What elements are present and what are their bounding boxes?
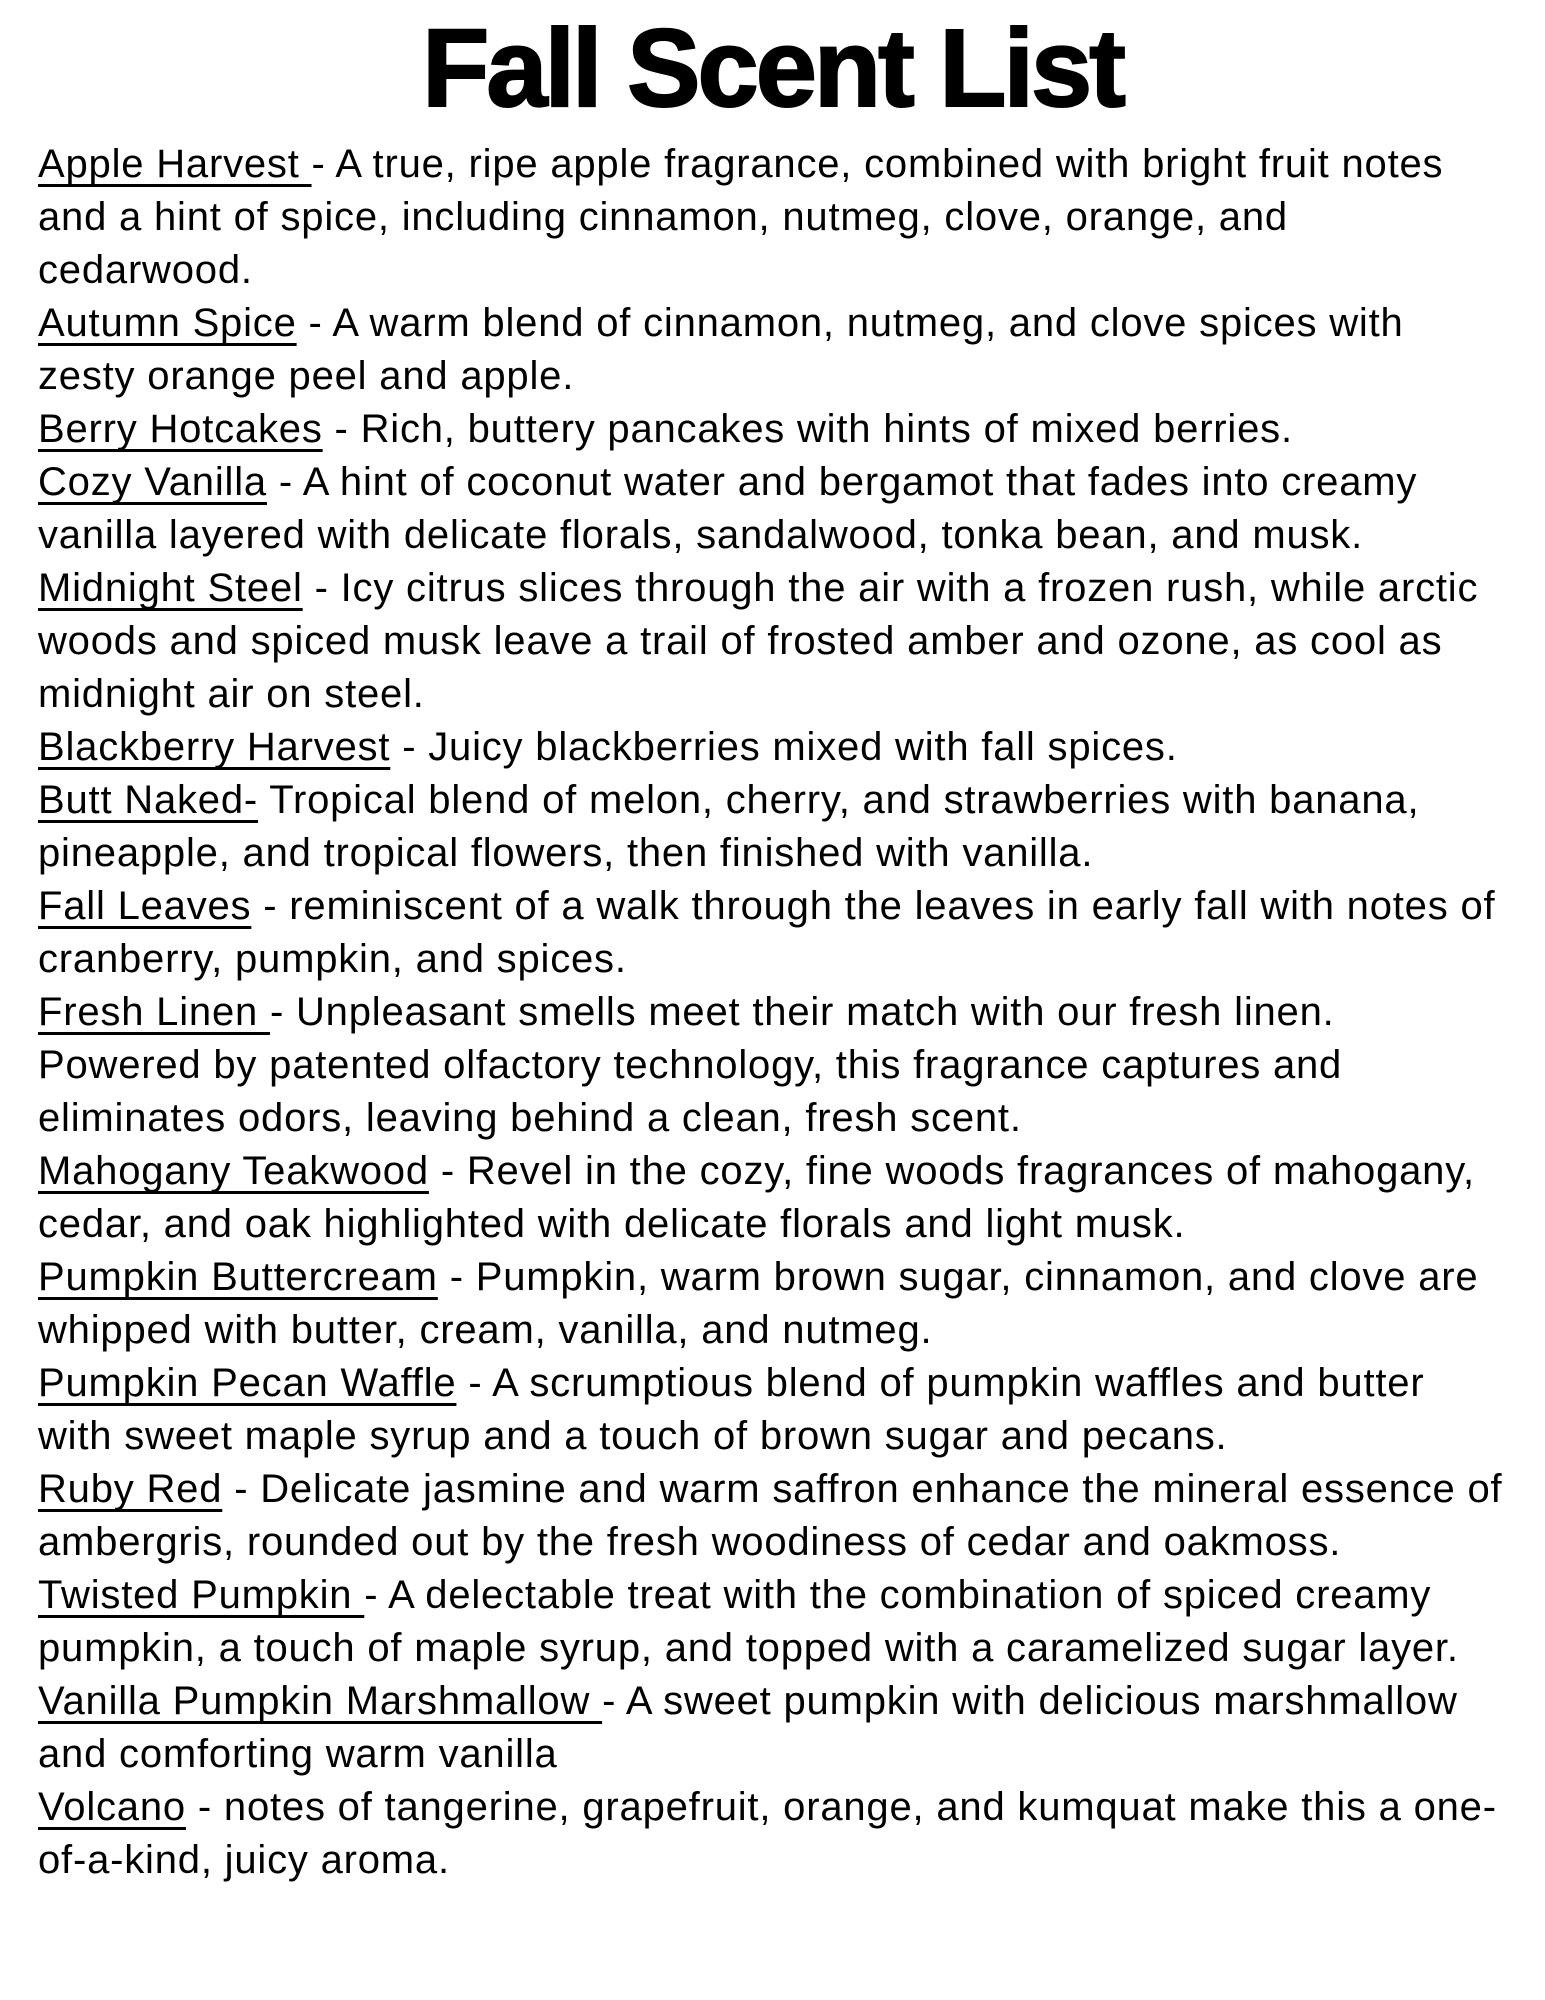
scent-name: Twisted Pumpkin [38, 1573, 365, 1617]
scent-name: Midnight Steel [38, 566, 303, 610]
scent-list [0, 138, 1545, 1887]
scent-entry [38, 1463, 1507, 1569]
scent-name: Fresh Linen [38, 990, 270, 1034]
scent-name: Ruby Red [38, 1467, 223, 1511]
scent-name: Pumpkin Buttercream [38, 1255, 438, 1299]
scent-name: Mahogany Teakwood [38, 1149, 429, 1193]
scent-entry [38, 774, 1507, 880]
scent-entry [38, 1145, 1507, 1251]
scent-description: - Pumpkin, warm brown sugar, cinnamon, and clove are whipped with butter, cream, vanilla, and nutmeg. [38, 1255, 1479, 1352]
scent-name: Pumpkin Pecan Waffle [38, 1361, 457, 1405]
scent-description: - A warm blend of cinnamon, nutmeg, and clove spices with zesty orange peel and apple. [38, 301, 1404, 398]
scent-description: - reminiscent of a walk through the leaves in early fall with notes of cranberry, pumpkin, and spices. [38, 884, 1496, 981]
scent-name: Cozy Vanilla [38, 460, 267, 504]
scent-entry [38, 1569, 1507, 1675]
scent-description: - A delectable treat with the combination of spiced creamy pumpkin, a touch of maple syrup, and topped with a caramelized sugar layer. [38, 1573, 1459, 1670]
scent-name: Fall Leaves [38, 884, 252, 928]
scent-entry [38, 1675, 1507, 1781]
scent-description: - A true, ripe apple fragrance, combined with bright fruit notes and a hint of spice, including cinnamon, nutmeg, clove, orange, and cedarwood. [38, 142, 1444, 292]
document-page [0, 7, 1545, 2000]
scent-entry [38, 456, 1507, 562]
page-title: Fall Scent List [422, 7, 1123, 130]
scent-name: Berry Hotcakes [38, 407, 323, 451]
scent-description: - notes of tangerine, grapefruit, orange, and kumquat make this a one-of-a-kind, juicy aroma. [38, 1785, 1497, 1882]
scent-name: Volcano [38, 1785, 186, 1829]
scent-entry [38, 721, 1507, 774]
scent-description: - Icy citrus slices through the air with a frozen rush, while arctic woods and spiced musk leave a trail of frosted amber and ozone, as cool as midnight air on steel. [38, 566, 1479, 716]
scent-description: - A hint of coconut water and bergamot that fades into creamy vanilla layered with delicate florals, sandalwood, tonka bean, and musk. [38, 460, 1418, 557]
scent-name: Vanilla Pumpkin Marshmallow [38, 1679, 603, 1723]
scent-entry [38, 138, 1507, 297]
scent-description: Tropical blend of melon, cherry, and strawberries with banana, pineapple, and tropical flowers, then finished with vanilla. [38, 778, 1420, 875]
scent-name: Apple Harvest [38, 142, 312, 186]
scent-entry [38, 1357, 1507, 1463]
scent-description: - Delicate jasmine and warm saffron enhance the mineral essence of ambergris, rounded out by the fresh woodiness of cedar and oakmoss. [38, 1467, 1503, 1564]
scent-entry [38, 1781, 1507, 1887]
scent-name: Butt Naked- [38, 778, 259, 822]
scent-description: - A scrumptious blend of pumpkin waffles and butter with sweet maple syrup and a touch of brown sugar and pecans. [38, 1361, 1425, 1458]
scent-name: Blackberry Harvest [38, 725, 391, 769]
scent-entry [38, 562, 1507, 721]
scent-description: - Juicy blackberries mixed with fall spices. [390, 725, 1178, 769]
scent-description: - Rich, buttery pancakes with hints of mixed berries. [322, 407, 1293, 451]
scent-entry [38, 297, 1507, 403]
scent-entry [38, 986, 1507, 1145]
scent-name: Autumn Spice [38, 301, 297, 345]
scent-entry [38, 403, 1507, 456]
scent-description: - A sweet pumpkin with delicious marshmallow and comforting warm vanilla [38, 1679, 1458, 1776]
scent-description: - Unpleasant smells meet their match with our fresh linen. Powered by patented olfactory technology, this fragrance captures and eliminates odors, leaving behind a clean, fresh scent. [38, 990, 1343, 1140]
scent-description: - Revel in the cozy, fine woods fragrances of mahogany, cedar, and oak highlighted with delicate florals and light musk. [38, 1149, 1475, 1246]
scent-entry [38, 1251, 1507, 1357]
scent-entry [38, 880, 1507, 986]
